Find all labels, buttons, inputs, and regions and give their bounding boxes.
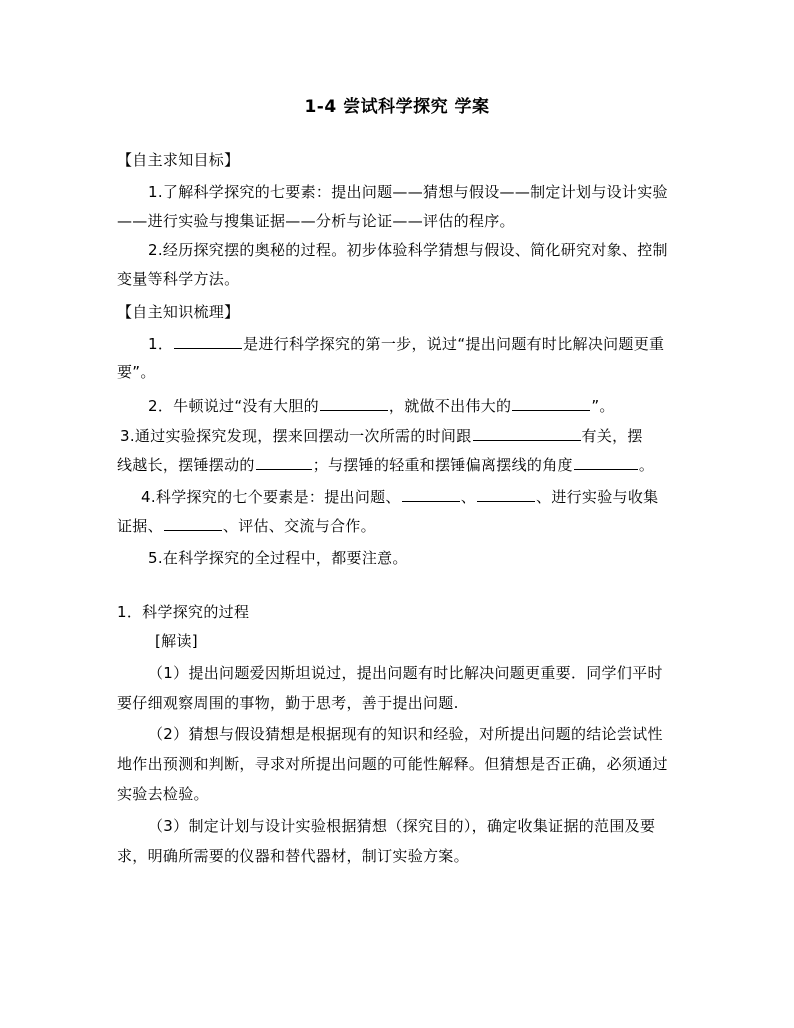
knowledge-item-4-line-2-prefix: 证据、	[117, 517, 163, 535]
knowledge-item-3-line-2-mid: ；与摆锤的轻重和摆锤偏离摆线的角度	[312, 456, 573, 474]
knowledge-item-2	[148, 395, 615, 416]
fill-in-blank[interactable]	[512, 395, 590, 411]
knowledge-item-1	[148, 333, 664, 354]
knowledge-item-2-mid: ，就做不出伟大的	[388, 397, 512, 415]
process-p3-line-2: 求，明确所需要的仪器和替代器材，制订实验方案。	[117, 847, 469, 865]
knowledge-item-4	[141, 486, 658, 507]
fill-in-blank[interactable]	[473, 425, 581, 441]
fill-in-blank[interactable]	[164, 515, 222, 531]
knowledge-item-3	[120, 425, 643, 446]
knowledge-item-4-prefix: 4.科学探究的七个要素是：提出问题、	[141, 488, 401, 506]
process-p1-line-2: 要仔细观察周围的事物，勤于思考，善于提出问题.	[117, 694, 459, 712]
goal-1-line-2: ——进行实验与搜集证据——分析与论证——评估的程序。	[117, 212, 515, 230]
fill-in-blank[interactable]	[574, 454, 638, 470]
interpretation-label: [解读]	[155, 632, 198, 650]
knowledge-item-1-prefix: 1．	[148, 335, 174, 353]
fill-in-blank[interactable]	[256, 454, 312, 470]
knowledge-item-1-text: 是进行科学探究的第一步，说过“提出问题有时比解决问题更重	[243, 335, 665, 353]
knowledge-item-3-prefix: 3.通过实验探究发现，摆来回摆动一次所需的时间跟	[120, 427, 472, 445]
knowledge-item-3-line-2-prefix: 线越长，摆锤摆动的	[117, 456, 255, 474]
process-heading: 1．科学探究的过程	[117, 603, 250, 621]
fill-in-blank[interactable]	[402, 486, 460, 502]
knowledge-item-3-line-2-end: 。	[638, 456, 655, 474]
section-heading-knowledge: 【自主知识梳理】	[117, 303, 240, 321]
process-p2-line-1: （2）猜想与假设猜想是根据现有的知识和经验，对所提出问题的结论尝试性	[148, 725, 663, 743]
knowledge-item-4-sep-2: 、进行实验与收集	[536, 488, 659, 506]
process-p3-line-1: （3）制定计划与设计实验根据猜想（探究目的），确定收集证据的范围及要	[148, 817, 656, 835]
fill-in-blank[interactable]	[174, 333, 242, 349]
goal-2-line-2: 变量等科学方法。	[117, 270, 240, 288]
section-heading-goals: 【自主求知目标】	[117, 151, 240, 169]
knowledge-item-3-line-2	[117, 454, 654, 475]
fill-in-blank[interactable]	[477, 486, 535, 502]
page-title: 1-4 尝试科学探究 学案	[304, 97, 490, 117]
knowledge-item-4-line-2-end: 、评估、交流与合作。	[222, 517, 376, 535]
fill-in-blank[interactable]	[320, 395, 388, 411]
process-p2-line-2: 地作出预测和判断，寻求对所提出问题的可能性解释。但猜想是否正确，必须通过	[117, 755, 668, 773]
knowledge-item-5: 5.在科学探究的全过程中，都要注意。	[148, 549, 408, 567]
knowledge-item-3-mid: 有关，摆	[581, 427, 643, 445]
knowledge-item-1-line-2: 要”。	[117, 363, 156, 381]
knowledge-item-2-end: ”。	[591, 397, 615, 415]
goal-1-line-1: 1.了解科学探究的七要素：提出问题——猜想与假设——制定计划与设计实验	[148, 183, 668, 201]
process-p2-line-3: 实验去检验。	[117, 785, 209, 803]
process-p1-line-1: （1）提出问题爱因斯坦说过，提出问题有时比解决问题更重要．同学们平时	[148, 664, 663, 682]
knowledge-item-4-sep-1: 、	[460, 488, 477, 506]
goal-2-line-1: 2.经历探究摆的奥秘的过程。初步体验科学猜想与假设、简化研究对象、控制	[148, 241, 668, 259]
knowledge-item-4-line-2	[117, 515, 376, 536]
knowledge-item-2-prefix: 2．牛顿说过“没有大胆的	[148, 397, 319, 415]
